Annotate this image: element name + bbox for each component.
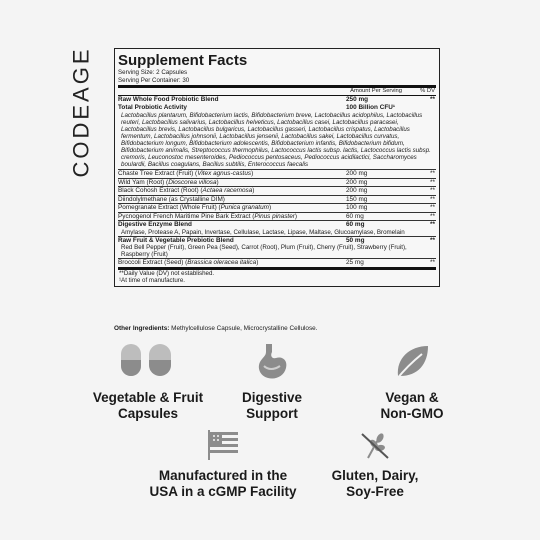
ingredient-dv: ** xyxy=(430,170,435,178)
broccoli-row xyxy=(118,259,436,267)
footnote-dv: **Daily Value (DV) not established. xyxy=(119,269,215,277)
enzyme-name: Digestive Enzyme Blend xyxy=(118,221,192,229)
enzyme-amount: 60 mg xyxy=(346,221,365,229)
ingredient-dv: ** xyxy=(430,187,435,195)
probiotic-name: Raw Whole Food Probiotic Blend xyxy=(118,96,219,104)
feature-label: Digestive xyxy=(241,390,303,405)
prebiotic-name: Raw Fruit & Vegetable Prebiotic Blend xyxy=(118,236,234,244)
stomach-icon xyxy=(252,342,292,382)
other-ingredients-label: Other Ingredients: xyxy=(114,325,170,332)
ingredient-amount: 100 mg xyxy=(346,204,368,212)
us-flag-icon xyxy=(206,430,240,460)
ingredient-dv: ** xyxy=(430,212,435,220)
other-ingredients xyxy=(114,325,318,333)
enzyme-dv: ** xyxy=(430,221,435,229)
brand-name: CODEAGE xyxy=(69,45,94,178)
feature-label: Gluten, Dairy, xyxy=(331,468,419,483)
ingredient-amount: 150 mg xyxy=(346,195,368,203)
probiotic-blend-row xyxy=(118,96,436,104)
column-header xyxy=(118,88,436,96)
activity-amount: 100 Billion CFU¹ xyxy=(346,103,396,111)
ingredient-row xyxy=(118,170,436,178)
facts-title: Supplement Facts xyxy=(118,52,248,69)
feature-label: USA in a cGMP Facility xyxy=(149,483,297,499)
brand-logo xyxy=(62,44,102,179)
feature-digestive xyxy=(222,342,322,421)
prebiotic-contents: Red Bell Pepper (Fruit), Green Pea (Seed), Carrot (Root), Plum (Fruit), Cherry (Fruit), Strawberry (Fruit), Raspberry (Fruit) xyxy=(121,244,407,259)
ingredient-amount: 200 mg xyxy=(346,170,368,178)
ingredient-dv: ** xyxy=(430,204,435,212)
feature-label: Non-GMO xyxy=(380,405,444,421)
supplement-facts-panel xyxy=(114,48,440,287)
feature-label: Manufactured in the xyxy=(158,468,288,483)
ingredient-name: Black Cohosh Extract (Root) (Actaea racemosa) xyxy=(118,187,255,195)
feature-vegan xyxy=(352,342,472,421)
ingredient-row xyxy=(118,213,436,221)
ingredient-dv: ** xyxy=(430,195,435,203)
dv-header: % DV xyxy=(420,88,435,95)
feature-capsules xyxy=(78,342,218,421)
broccoli-amount: 25 mg xyxy=(346,259,364,267)
no-wheat-icon xyxy=(358,430,392,460)
ingredient-name: Diindolylmethane (as Crystalline DIM) xyxy=(118,195,225,203)
ingredient-row xyxy=(118,179,436,187)
ingredient-dv: ** xyxy=(430,178,435,186)
feature-label: Soy-Free xyxy=(346,483,404,499)
feature-allergen-free xyxy=(310,430,440,499)
feature-label: Capsules xyxy=(117,405,179,421)
leaf-icon xyxy=(392,342,432,382)
enzyme-contents: Amylase, Protease A, Papain, Invertase, Cellulase, Lactase, Lipase, Maltase, Glucoamylase, Bromelain xyxy=(121,228,405,236)
enzyme-blend-row xyxy=(118,221,436,229)
ingredient-row xyxy=(118,187,436,195)
other-ingredients-text: Methylcellulose Capsule, Microcrystalline Cellulose. xyxy=(169,325,318,332)
serving-size: Serving Size: 2 Capsules xyxy=(118,69,188,76)
feature-label: Vegetable & Fruit xyxy=(92,390,204,405)
broccoli-dv: ** xyxy=(430,259,435,267)
feature-label: Support xyxy=(246,405,298,421)
ingredient-amount: 60 mg xyxy=(346,212,364,220)
amount-header: Amount Per Serving xyxy=(350,88,402,95)
feature-usa xyxy=(138,430,308,499)
prebiotic-blend-row xyxy=(118,237,436,245)
activity-label: Total Probiotic Activity xyxy=(118,103,187,111)
feature-label: Vegan & xyxy=(385,390,439,405)
ingredient-amount: 200 mg xyxy=(346,178,368,186)
ingredient-name: Chaste Tree Extract (Fruit) (Vitex agnus-castus) xyxy=(118,170,254,178)
prebiotic-amount: 50 mg xyxy=(346,236,365,244)
footnote-manufacture: ¹At time of manufacture. xyxy=(119,276,186,284)
capsules-icon xyxy=(117,342,179,378)
ingredient-name: Wild Yam (Root) (Dioscorea villosa) xyxy=(118,178,219,186)
probiotic-amount: 250 mg xyxy=(346,96,369,104)
broccoli-name: Broccoli Extract (Seed) (Brassica oleracea italica) xyxy=(118,259,259,267)
probiotic-strains: Lactobacillus plantarum, Bifidobacterium lactis, Bifidobacterium breve, Lactobacillus acidophilus, Lactobacillus reuteri, Lactobacillus salivarius, Lactobacillus helveticus, Lactobacillus casei, Lactobacillus paracasei, Lactobacillus brevis, Lactobacillus bulgaricus, Lactobacillus gasseri, Lactobacillus crispatus, Lactobacillus fermentum, Lactobacillus johnsonii, Lactobacillus jensenii, Lactobacillus sakei, Lactobacillus curvatus, Bifidobacterium longum, Bifidobacterium adolescentis, Bifidobacterium infantis, Bifidobacterium bifidum, Bifidobacterium animalis, Streptococcus thermophilus, Lactococcus lactis subsp. lactis, Lactococcus lactis subsp. cremoris, Leuconostoc mesenteroides, Pediococcus pentosaceus, Pediococcus acidilactici, Saccharomyces boulardii, Bacillus coagulans, Bacillus subtilis, Enterococcus faecalis xyxy=(121,112,431,169)
ingredient-row xyxy=(118,204,436,212)
servings-per-container: Serving Per Container: 30 xyxy=(118,76,190,84)
ingredient-row xyxy=(118,196,436,204)
probiotic-dv: ** xyxy=(430,96,435,104)
ingredient-amount: 200 mg xyxy=(346,187,368,195)
ingredient-name: Pycnogenol French Maritime Pine Bark Extract (Pinus pinaster) xyxy=(118,212,298,220)
ingredient-name: Pomegranate Extract (Whole Fruit) (Punica granatum) xyxy=(118,204,272,212)
prebiotic-dv: ** xyxy=(430,236,435,244)
probiotic-activity-row xyxy=(118,104,436,112)
